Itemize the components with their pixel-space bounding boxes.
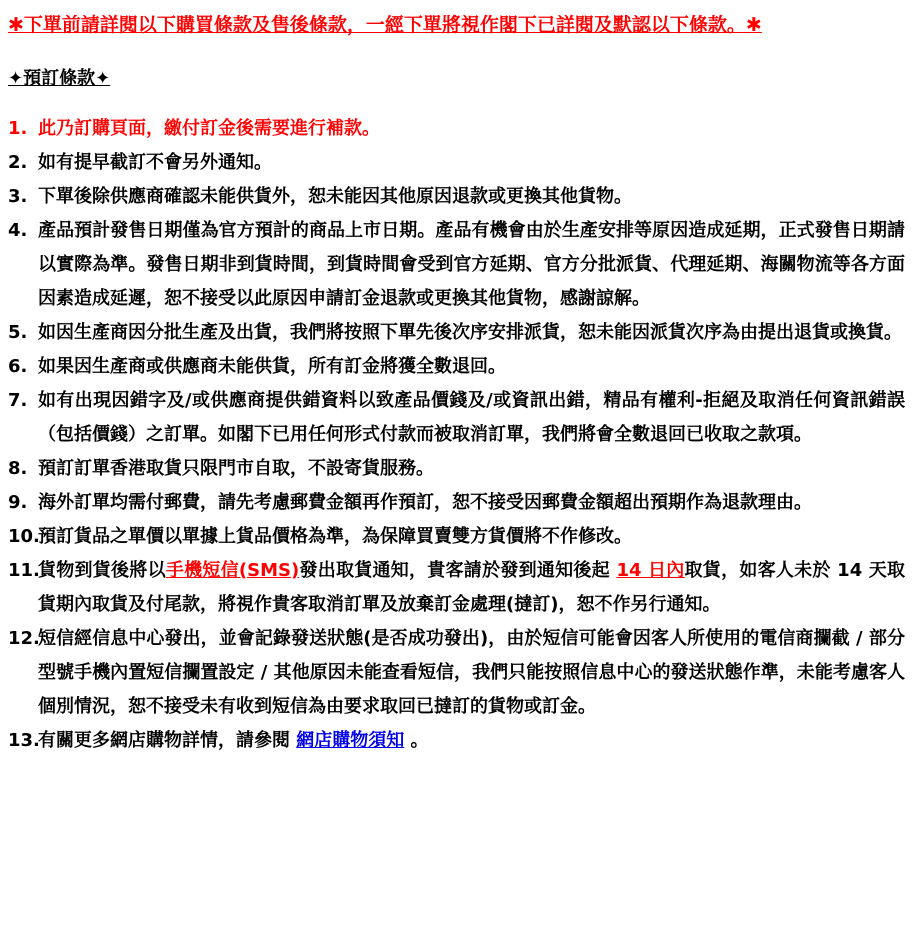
- term-text-segment: 。: [404, 729, 429, 751]
- term-number: 9.: [8, 491, 28, 513]
- term-item-11: [8, 554, 905, 622]
- term-text: 預訂訂單香港取貨只限門市自取，不設寄貨服務。: [38, 457, 434, 479]
- term-item-8: [8, 452, 905, 486]
- term-text: 如果因生產商或供應商未能供貨，所有訂金將獲全數退回。: [38, 355, 506, 377]
- term-text: 短信經信息中心發出，並會記錄發送狀態(是否成功發出)，由於短信可能會因客人所使用的電信商攔截 / 部分型號手機內置短信攔置設定 / 其他原因未能查看短信，我們只能按照信息中心的發送狀態作準，未能考慮客人個別情況，恕不接受未有收到短信為由要求取回已撻訂的貨物或訂金。: [38, 627, 905, 717]
- term-text: 如有出現因錯字及/或供應商提供錯資料以致產品價錢及/或資訊出錯，精品有權利-拒絕及取消任何資訊錯誤（包括價錢）之訂單。如閣下已用任何形式付款而被取消訂單，我們將會全數退回已收取之款項。: [38, 389, 905, 445]
- term-number: 1.: [8, 117, 28, 139]
- term-text: 產品預計發售日期僅為官方預計的商品上市日期。產品有機會由於生產安排等原因造成延期，正式發售日期請以實際為準。發售日期非到貨時間，到貨時間會受到官方延期、官方分批派貨、代理延期、海關物流等各方面因素造成延遲，恕不接受以此原因申請訂金退款或更換其他貨物，感謝諒解。: [38, 219, 905, 309]
- term-text: 下單後除供應商確認未能供貨外，恕未能因其他原因退款或更換其他貨物。: [38, 185, 632, 207]
- term-text: 如因生產商因分批生產及出貨，我們將按照下單先後次序安排派貨，恕未能因派貨次序為由提出退貨或換貨。: [38, 321, 902, 343]
- term-item-7: [8, 384, 905, 452]
- term-item-9: [8, 486, 905, 520]
- term-item-6: [8, 350, 905, 384]
- term-number: 8.: [8, 457, 28, 479]
- term-text: 預訂貨品之單價以單據上貨品價格為準，為保障買賣雙方貨價將不作修改。: [38, 525, 632, 547]
- term-item-2: [8, 146, 905, 180]
- term-text: [38, 554, 905, 622]
- term-number: 10.: [8, 525, 40, 547]
- shop-guide-link[interactable]: 網店購物須知: [296, 729, 405, 751]
- term-item-1: [8, 112, 905, 146]
- term-text: 海外訂單均需付郵費，請先考慮郵費金額再作預訂，恕不接受因郵費金額超出預期作為退款理由。: [38, 491, 812, 513]
- term-number: 3.: [8, 185, 28, 207]
- preorder-terms-title: ✦預訂條款✦: [8, 67, 111, 89]
- term-number: 13.: [8, 729, 40, 751]
- pickup-deadline-highlight: 14 日內: [616, 559, 685, 581]
- term-item-13: [8, 724, 905, 758]
- term-item-3: [8, 180, 905, 214]
- terms-list: [8, 112, 905, 758]
- term-text: [38, 724, 905, 758]
- purchase-notice-heading: ✱下單前請詳閱以下購買條款及售後條款，一經下單將視作閣下已詳閱及默認以下條款。✱: [8, 14, 762, 36]
- term-text-segment: 有關更多網店購物詳情，請參閱: [38, 729, 297, 751]
- term-item-5: [8, 316, 905, 350]
- term-item-10: [8, 520, 905, 554]
- sms-highlight: 手機短信(SMS): [165, 559, 300, 581]
- term-text: 此乃訂購頁面，繳付訂金後需要進行補款。: [38, 117, 380, 139]
- term-number: 7.: [8, 389, 28, 411]
- term-text-segment: 取貨，如客人未於 14 天取貨期內取貨及付尾款，將視作貴客取消訂單及放棄訂金處理(撻訂)，恕不作另行通知。: [38, 559, 906, 615]
- term-text-segment: 發出取貨通知，貴客請於發到通知後起: [299, 559, 617, 581]
- term-number: 11.: [8, 559, 40, 581]
- term-item-12: [8, 622, 905, 724]
- term-number: 4.: [8, 219, 28, 241]
- term-number: 5.: [8, 321, 28, 343]
- term-number: 12.: [8, 627, 40, 649]
- term-number: 6.: [8, 355, 28, 377]
- term-number: 2.: [8, 151, 28, 173]
- term-text-segment: 貨物到貨後將以: [38, 559, 166, 581]
- term-text: 如有提早截訂不會另外通知。: [38, 151, 272, 173]
- term-item-4: [8, 214, 905, 316]
